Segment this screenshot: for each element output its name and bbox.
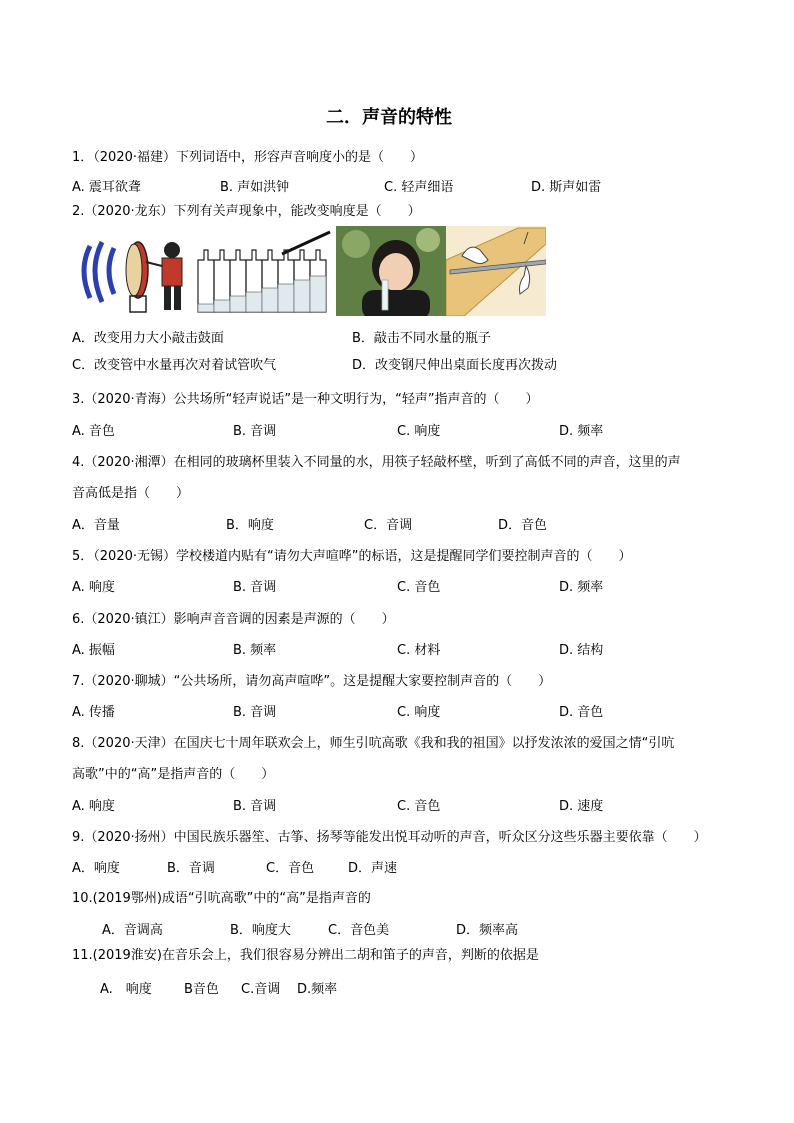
question-1-option-a: A. 震耳欲聋 (72, 180, 141, 195)
question-7-option-b: B. 音调 (233, 705, 277, 720)
question-10-stem: 10.(2019鄂州)成语“引吭高歌”中的“高”是指声音的 (72, 891, 371, 906)
question-10-option-b: B．响度大 (230, 923, 291, 938)
question-11-option-c: C.音调 (241, 982, 281, 997)
figure-drum (72, 226, 194, 314)
question-3-option-c: C. 响度 (397, 424, 441, 439)
question-4-stem-line2: 音高低是指（ ） (72, 486, 190, 501)
question-7-option-a: A. 传播 (72, 705, 115, 720)
question-7-option-d: D. 音色 (559, 705, 604, 720)
question-10-option-a: A．音调高 (102, 923, 163, 938)
question-8-option-a: A. 响度 (72, 799, 115, 814)
question-11-stem: 11.(2019淮安)在音乐会上，我们很容易分辨出二胡和笛子的声音，判断的依据是 (72, 948, 539, 963)
question-11-option-a: A. 响度 (100, 982, 152, 997)
question-6-option-a: A. 振幅 (72, 643, 115, 658)
question-7-stem: 7.（2020·聊城）“公共场所，请勿高声喧哗”。这是提醒大家要控制声音的（ ） (72, 674, 552, 689)
question-6-option-c: C. 材料 (397, 643, 441, 658)
question-8-stem-line1: 8.（2020·天津）在国庆七十周年联欢会上，师生引吭高歌《我和我的祖国》以抒发浓浓的爱国之情“引吭 (72, 736, 675, 751)
question-3-option-b: B. 音调 (233, 424, 277, 439)
question-4-stem-line1: 4.（2020·湘潭）在相同的玻璃杯里装入不同量的水，用筷子轻敲杯壁，听到了高低不同的声音，这里的声 (72, 455, 681, 470)
page-title: 二．声音的特性 (326, 107, 452, 128)
question-4-option-b: B．响度 (226, 518, 274, 533)
question-4-option-d: D．音色 (498, 518, 548, 533)
bottles-illustration (194, 230, 332, 316)
question-9-option-d: D．声速 (348, 861, 398, 876)
question-11-option-b: B音色 (184, 982, 219, 997)
question-2-option-a: A．改变用力大小敲击鼓面 (72, 331, 224, 346)
question-9-option-b: B．音调 (167, 861, 215, 876)
question-1-option-c: C. 轻声细语 (384, 180, 454, 195)
question-1-option-d: D. 斯声如雷 (531, 180, 602, 195)
girl-photo-illustration (336, 226, 446, 316)
question-5-option-c: C. 音色 (397, 580, 441, 595)
question-4-option-a: A．音量 (72, 518, 120, 533)
ruler-illustration (446, 226, 546, 316)
question-2-option-b: B．敲击不同水量的瓶子 (352, 331, 491, 346)
question-4-option-c: C．音调 (364, 518, 413, 533)
question-8-option-b: B. 音调 (233, 799, 277, 814)
question-10-option-c: C．音色美 (328, 923, 390, 938)
question-7-option-c: C. 响度 (397, 705, 441, 720)
question-1-stem: 1．（2020·福建）下列词语中，形容声音响度小的是（ ） (72, 150, 423, 165)
question-6-option-d: D. 结构 (559, 643, 604, 658)
question-5-stem: 5．（2020·无锡）学校楼道内贴有“请勿大声喧哗”的标语，这是提醒同学们要控制声音的（ ） (72, 549, 632, 564)
figure-girl-blowing-tube (336, 226, 446, 316)
question-1-option-b: B. 声如洪钟 (220, 180, 290, 195)
figure-ruler-table (446, 226, 546, 316)
figure-bottles (194, 230, 332, 316)
question-9-option-a: A．响度 (72, 861, 120, 876)
question-3-option-a: A. 音色 (72, 424, 115, 439)
question-5-option-b: B. 音调 (233, 580, 277, 595)
question-10-option-d: D．频率高 (456, 923, 519, 938)
question-8-option-d: D. 速度 (559, 799, 604, 814)
question-5-option-d: D. 频率 (559, 580, 604, 595)
question-9-option-c: C．音色 (266, 861, 315, 876)
question-9-stem: 9.（2020·扬州）中国民族乐器笙、古筝、扬琴等能发出悦耳动听的声音，听众区分这些乐器主要依靠（ ） (72, 830, 707, 845)
question-3-stem: 3.（2020·青海）公共场所“轻声说话”是一种文明行为，“轻声”指声音的（ ） (72, 392, 539, 407)
drum-illustration (72, 226, 194, 314)
question-8-stem-line2: 高歌”中的“高”是指声音的（ ） (72, 767, 275, 782)
question-2-option-c: C．改变管中水量再次对着试管吹气 (72, 358, 277, 373)
question-6-option-b: B. 频率 (233, 643, 277, 658)
question-11-option-d: D.频率 (297, 982, 338, 997)
question-3-option-d: D. 频率 (559, 424, 604, 439)
question-8-option-c: C. 音色 (397, 799, 441, 814)
question-6-stem: 6.（2020·镇江）影响声音音调的因素是声源的（ ） (72, 612, 395, 627)
question-2-option-d: D．改变钢尺伸出桌面长度再次拨动 (352, 358, 558, 373)
question-5-option-a: A. 响度 (72, 580, 115, 595)
question-2-stem: 2.（2020·龙东）下列有关声现象中，能改变响度是（ ） (72, 204, 421, 219)
